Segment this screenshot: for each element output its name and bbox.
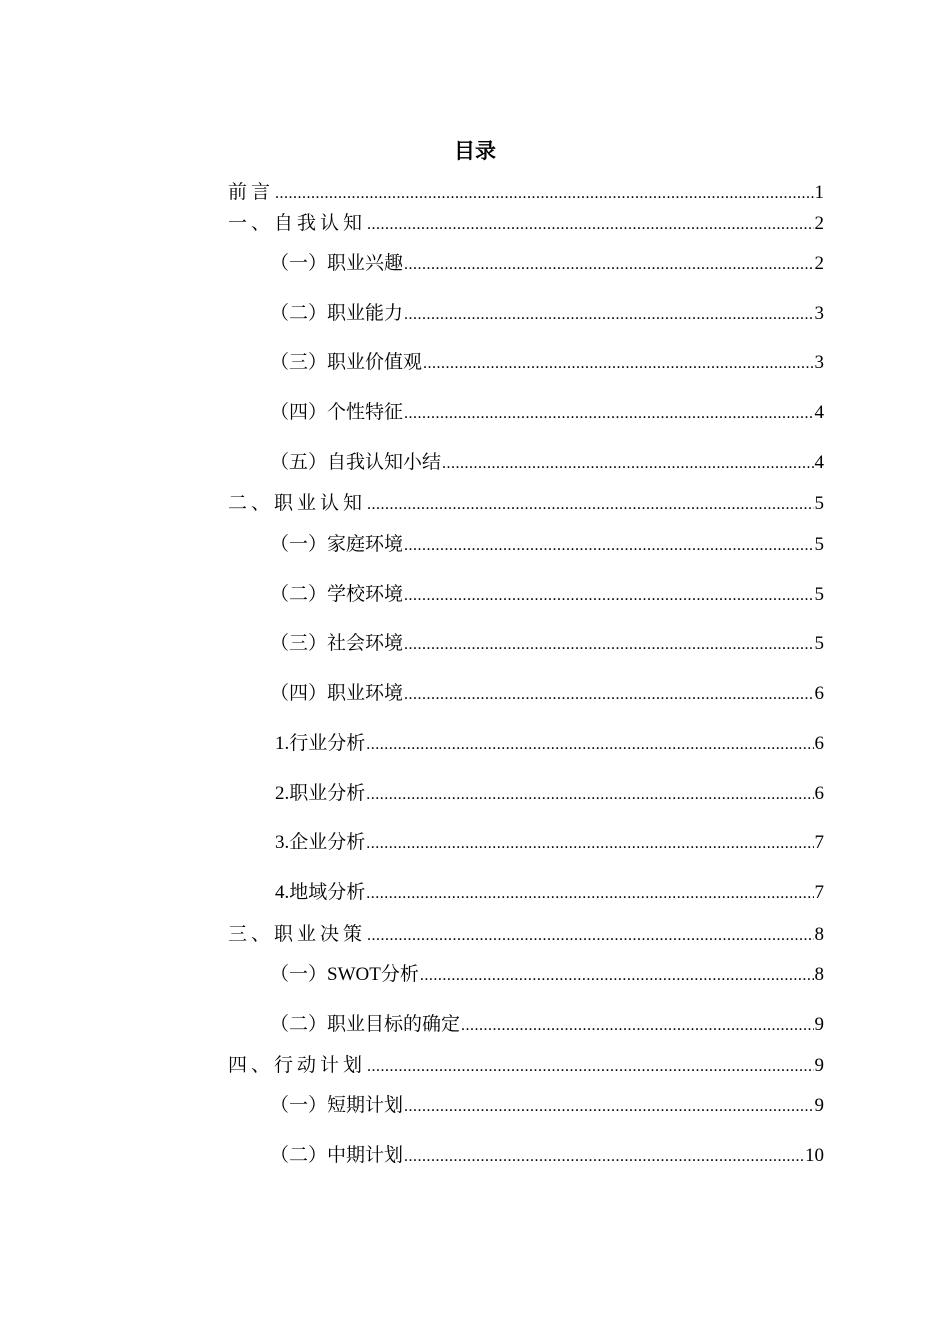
toc-entry-label: 一、自我认知 xyxy=(228,213,367,234)
toc-entry[interactable] xyxy=(228,880,824,906)
toc-entry-label: 四、行动计划 xyxy=(228,1055,367,1076)
toc-entry-page: 2 xyxy=(814,213,824,234)
toc-entry-page: 2 xyxy=(814,253,824,274)
dot-leader xyxy=(442,451,813,477)
toc-entry[interactable] xyxy=(228,731,824,757)
toc-entry[interactable] xyxy=(228,491,824,517)
page-title: 目录 xyxy=(454,139,496,163)
toc-entry-label: （三）社会环境 xyxy=(270,633,404,654)
toc-entry-label: （一）SWOT分析 xyxy=(270,964,419,985)
toc-entry[interactable] xyxy=(228,681,824,707)
toc-entry-label: 2.职业分析 xyxy=(275,783,366,804)
toc-entry-label: （三）职业价值观 xyxy=(270,352,423,373)
dot-leader xyxy=(366,881,813,907)
toc-entry-label: 3.企业分析 xyxy=(275,832,366,853)
toc-entry[interactable] xyxy=(228,1012,824,1038)
table-of-contents xyxy=(228,0,824,1344)
toc-entry-label: （二）中期计划 xyxy=(270,1145,404,1166)
dot-leader xyxy=(367,923,813,949)
toc-entry[interactable] xyxy=(228,1143,824,1169)
toc-entry[interactable] xyxy=(228,450,824,476)
toc-entry-page: 8 xyxy=(814,924,824,945)
dot-leader xyxy=(275,181,813,207)
toc-entry-label: 三、职业决策 xyxy=(228,924,367,945)
dot-leader xyxy=(404,583,813,609)
toc-entry[interactable] xyxy=(228,582,824,608)
toc-entry-label: （四）个性特征 xyxy=(270,402,404,423)
toc-entry[interactable] xyxy=(228,400,824,426)
toc-entry[interactable] xyxy=(228,631,824,657)
toc-entry[interactable] xyxy=(228,781,824,807)
toc-entry[interactable] xyxy=(228,1053,824,1079)
dot-leader xyxy=(404,632,813,658)
toc-entry-label: （一）短期计划 xyxy=(270,1095,404,1116)
dot-leader xyxy=(367,1054,813,1080)
toc-entry[interactable] xyxy=(228,301,824,327)
toc-entry-label: 1.行业分析 xyxy=(275,733,366,754)
dot-leader xyxy=(420,963,814,989)
toc-entry-page: 9 xyxy=(814,1055,824,1076)
toc-entry[interactable] xyxy=(228,532,824,558)
toc-entry[interactable] xyxy=(228,922,824,948)
toc-entry-label: （二）职业能力 xyxy=(270,303,404,324)
toc-entry-page: 9 xyxy=(814,1014,824,1035)
dot-leader xyxy=(404,682,813,708)
toc-entry-page: 9 xyxy=(814,1095,824,1116)
toc-entry-label: （二）职业目标的确定 xyxy=(270,1014,461,1035)
dot-leader xyxy=(461,1013,813,1039)
toc-entry-label: 前言 xyxy=(228,182,275,203)
toc-entry-page: 4 xyxy=(814,402,824,423)
toc-entry-page: 5 xyxy=(814,493,824,514)
toc-entry-page: 5 xyxy=(814,584,824,605)
toc-entry-label: （一）职业兴趣 xyxy=(270,253,404,274)
dot-leader xyxy=(366,732,813,758)
dot-leader xyxy=(404,1144,804,1170)
toc-entry[interactable] xyxy=(228,211,824,237)
dot-leader xyxy=(404,1094,813,1120)
toc-entry-page: 7 xyxy=(814,832,824,853)
toc-entry-page: 6 xyxy=(814,783,824,804)
dot-leader xyxy=(404,302,813,328)
dot-leader xyxy=(423,351,813,377)
toc-entry[interactable] xyxy=(228,180,824,206)
toc-entry-label: 二、职业认知 xyxy=(228,493,367,514)
dot-leader xyxy=(366,831,813,857)
dot-leader xyxy=(366,782,813,808)
toc-entry-page: 3 xyxy=(814,352,824,373)
toc-entry-label: 4.地域分析 xyxy=(275,882,366,903)
toc-entry-page: 8 xyxy=(814,964,824,985)
dot-leader xyxy=(404,401,813,427)
dot-leader xyxy=(367,492,813,518)
toc-entry[interactable] xyxy=(228,830,824,856)
toc-entry-page: 4 xyxy=(814,452,824,473)
toc-entry-label: （四）职业环境 xyxy=(270,683,404,704)
dot-leader xyxy=(404,533,813,559)
toc-entry-page: 1 xyxy=(814,182,824,203)
toc-entry-page: 10 xyxy=(805,1145,824,1166)
toc-entry-page: 5 xyxy=(814,534,824,555)
toc-entry[interactable] xyxy=(228,962,824,988)
toc-entry[interactable] xyxy=(228,251,824,277)
toc-entry-label: （一）家庭环境 xyxy=(270,534,404,555)
dot-leader xyxy=(367,212,813,238)
dot-leader xyxy=(404,252,813,278)
toc-entry-page: 7 xyxy=(814,882,824,903)
toc-entry-page: 6 xyxy=(814,683,824,704)
toc-entry-page: 5 xyxy=(814,633,824,654)
toc-entry-label: （五）自我认知小结 xyxy=(270,452,442,473)
toc-entry-label: （二）学校环境 xyxy=(270,584,404,605)
toc-entry-page: 3 xyxy=(814,303,824,324)
toc-entry-page: 6 xyxy=(814,733,824,754)
toc-entry[interactable] xyxy=(228,1093,824,1119)
toc-entry[interactable] xyxy=(228,350,824,376)
